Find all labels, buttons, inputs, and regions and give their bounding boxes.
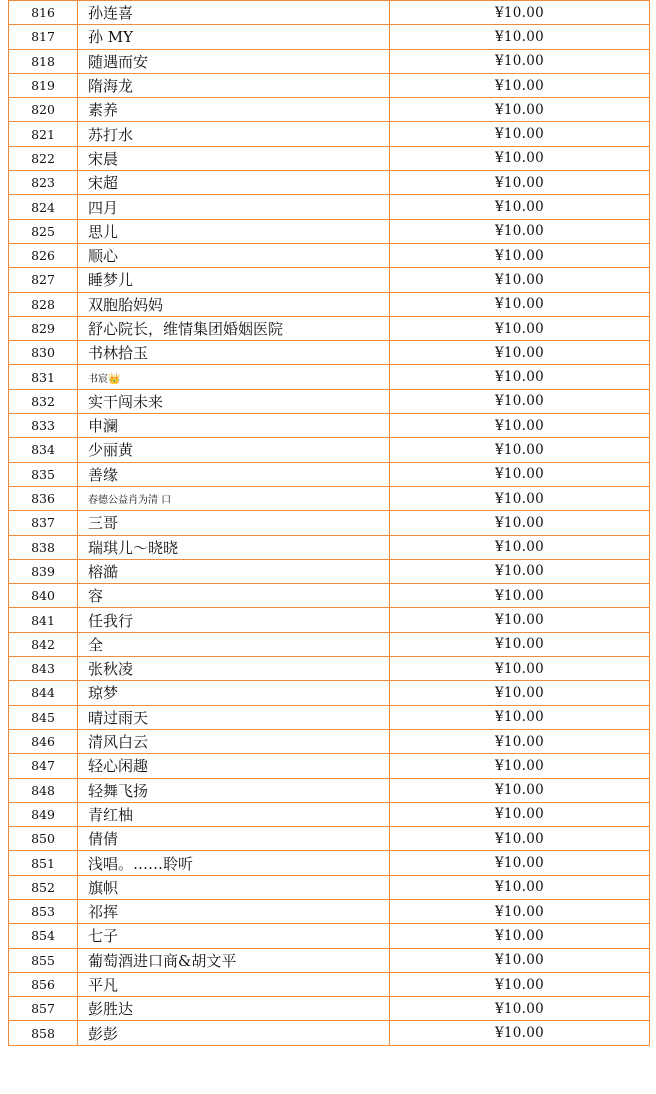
donor-name: 申澜 [78,414,390,438]
table-row [9,25,650,49]
row-number: 820 [9,98,78,122]
donor-name: 春德公益肖为清 口 [78,486,390,510]
row-number: 827 [9,268,78,292]
row-number: 834 [9,438,78,462]
table-row [9,195,650,219]
donation-amount: ¥10.00 [390,341,650,365]
donation-amount: ¥10.00 [390,899,650,923]
donation-amount: ¥10.00 [390,389,650,413]
donation-amount: ¥10.00 [390,316,650,340]
table-row [9,535,650,559]
row-number: 840 [9,584,78,608]
row-number: 852 [9,875,78,899]
donor-name: 宋超 [78,171,390,195]
donation-amount: ¥10.00 [390,997,650,1021]
donor-name: 书宸👑 [78,365,390,389]
table-row [9,146,650,170]
donation-amount: ¥10.00 [390,924,650,948]
donation-amount: ¥10.00 [390,972,650,996]
row-number: 830 [9,341,78,365]
donor-name: 晴过雨天 [78,705,390,729]
donor-name: 舒心院长，维情集团婚姻医院 [78,316,390,340]
donation-amount: ¥10.00 [390,608,650,632]
table-row [9,414,650,438]
row-number: 835 [9,462,78,486]
donation-amount: ¥10.00 [390,657,650,681]
row-number: 847 [9,754,78,778]
table-row [9,778,650,802]
donation-amount: ¥10.00 [390,705,650,729]
row-number: 821 [9,122,78,146]
donation-amount: ¥10.00 [390,802,650,826]
donation-amount: ¥10.00 [390,365,650,389]
table-row [9,316,650,340]
donation-amount: ¥10.00 [390,25,650,49]
donor-name: 七子 [78,924,390,948]
table-row [9,1021,650,1045]
table-row [9,486,650,510]
donor-name: 轻舞飞扬 [78,778,390,802]
donor-name: 青红柚 [78,802,390,826]
table-row [9,98,650,122]
table-row [9,341,650,365]
row-number: 855 [9,948,78,972]
table-row [9,438,650,462]
donor-name: 孙 MY [78,25,390,49]
row-number: 851 [9,851,78,875]
table-row [9,243,650,267]
row-number: 826 [9,243,78,267]
table-row [9,511,650,535]
table-row [9,365,650,389]
donation-amount: ¥10.00 [390,146,650,170]
donation-amount: ¥10.00 [390,851,650,875]
donation-amount: ¥10.00 [390,754,650,778]
donor-name: 彭彭 [78,1021,390,1045]
donor-name: 顺心 [78,243,390,267]
donation-amount: ¥10.00 [390,827,650,851]
donation-amount: ¥10.00 [390,729,650,753]
donation-amount: ¥10.00 [390,511,650,535]
donor-name: 彭胜达 [78,997,390,1021]
row-number: 848 [9,778,78,802]
donation-amount: ¥10.00 [390,778,650,802]
row-number: 829 [9,316,78,340]
donation-amount: ¥10.00 [390,462,650,486]
row-number: 843 [9,657,78,681]
table-row [9,875,650,899]
donation-amount: ¥10.00 [390,1021,650,1045]
table-row [9,73,650,97]
donor-name: 全 [78,632,390,656]
table-row [9,1,650,25]
table-row [9,997,650,1021]
donation-amount: ¥10.00 [390,414,650,438]
table-row [9,972,650,996]
donation-amount: ¥10.00 [390,171,650,195]
donation-amount: ¥10.00 [390,49,650,73]
donor-name: 任我行 [78,608,390,632]
row-number: 838 [9,535,78,559]
donor-name: 隋海龙 [78,73,390,97]
row-number: 824 [9,195,78,219]
donor-name: 琼梦 [78,681,390,705]
donation-amount: ¥10.00 [390,438,650,462]
row-number: 822 [9,146,78,170]
donor-name: 善缘 [78,462,390,486]
donation-amount: ¥10.00 [390,875,650,899]
row-number: 817 [9,25,78,49]
table-row [9,462,650,486]
row-number: 845 [9,705,78,729]
table-row [9,657,650,681]
table-row [9,171,650,195]
table-row [9,924,650,948]
donation-amount: ¥10.00 [390,535,650,559]
donor-name: 平凡 [78,972,390,996]
donor-name: 祁挥 [78,899,390,923]
donation-amount: ¥10.00 [390,195,650,219]
donor-name: 苏打水 [78,122,390,146]
row-number: 846 [9,729,78,753]
donation-amount: ¥10.00 [390,243,650,267]
row-number: 823 [9,171,78,195]
donor-name: 睡梦儿 [78,268,390,292]
donor-name: 倩倩 [78,827,390,851]
donor-name: 葡萄酒进口商&胡文平 [78,948,390,972]
donor-name: 少丽黄 [78,438,390,462]
table-row [9,948,650,972]
donor-name: 四月 [78,195,390,219]
donor-name: 张秋凌 [78,657,390,681]
donor-name: 宋晨 [78,146,390,170]
donation-amount: ¥10.00 [390,486,650,510]
donor-name: 三哥 [78,511,390,535]
row-number: 858 [9,1021,78,1045]
donor-name: 孙连喜 [78,1,390,25]
table-row [9,899,650,923]
donation-table [8,0,650,1046]
row-number: 839 [9,559,78,583]
table-row [9,681,650,705]
donor-name: 随遇而安 [78,49,390,73]
donation-amount: ¥10.00 [390,122,650,146]
donor-name: 瑞琪儿～晓晓 [78,535,390,559]
row-number: 856 [9,972,78,996]
table-row [9,705,650,729]
donation-amount: ¥10.00 [390,73,650,97]
row-number: 850 [9,827,78,851]
row-number: 836 [9,486,78,510]
donation-amount: ¥10.00 [390,559,650,583]
table-row [9,292,650,316]
table-row [9,754,650,778]
donor-name: 榕澔 [78,559,390,583]
row-number: 854 [9,924,78,948]
donor-name: 实干闯未来 [78,389,390,413]
donor-name: 浅唱。……聆听 [78,851,390,875]
row-number: 853 [9,899,78,923]
donation-amount: ¥10.00 [390,948,650,972]
row-number: 825 [9,219,78,243]
table-row [9,851,650,875]
donor-name: 容 [78,584,390,608]
donation-amount: ¥10.00 [390,268,650,292]
table-row [9,729,650,753]
row-number: 837 [9,511,78,535]
table-row [9,608,650,632]
row-number: 857 [9,997,78,1021]
row-number: 833 [9,414,78,438]
donor-name: 双胞胎妈妈 [78,292,390,316]
donation-amount: ¥10.00 [390,1,650,25]
row-number: 841 [9,608,78,632]
donor-name: 清风白云 [78,729,390,753]
donor-name: 素养 [78,98,390,122]
donor-name: 旗帜 [78,875,390,899]
row-number: 828 [9,292,78,316]
table-row [9,827,650,851]
row-number: 831 [9,365,78,389]
table-row [9,632,650,656]
donor-name: 轻心闲趣 [78,754,390,778]
donation-amount: ¥10.00 [390,98,650,122]
table-row [9,802,650,826]
row-number: 832 [9,389,78,413]
table-row [9,584,650,608]
donation-amount: ¥10.00 [390,584,650,608]
row-number: 849 [9,802,78,826]
row-number: 819 [9,73,78,97]
table-body [9,1,650,1046]
donation-amount: ¥10.00 [390,632,650,656]
donation-amount: ¥10.00 [390,292,650,316]
donation-amount: ¥10.00 [390,681,650,705]
donor-name: 思儿 [78,219,390,243]
row-number: 816 [9,1,78,25]
row-number: 844 [9,681,78,705]
donation-amount: ¥10.00 [390,219,650,243]
table-row [9,389,650,413]
table-row [9,559,650,583]
table-row [9,49,650,73]
table-row [9,268,650,292]
row-number: 818 [9,49,78,73]
donor-name: 书林拾玉 [78,341,390,365]
table-row [9,122,650,146]
row-number: 842 [9,632,78,656]
table-row [9,219,650,243]
